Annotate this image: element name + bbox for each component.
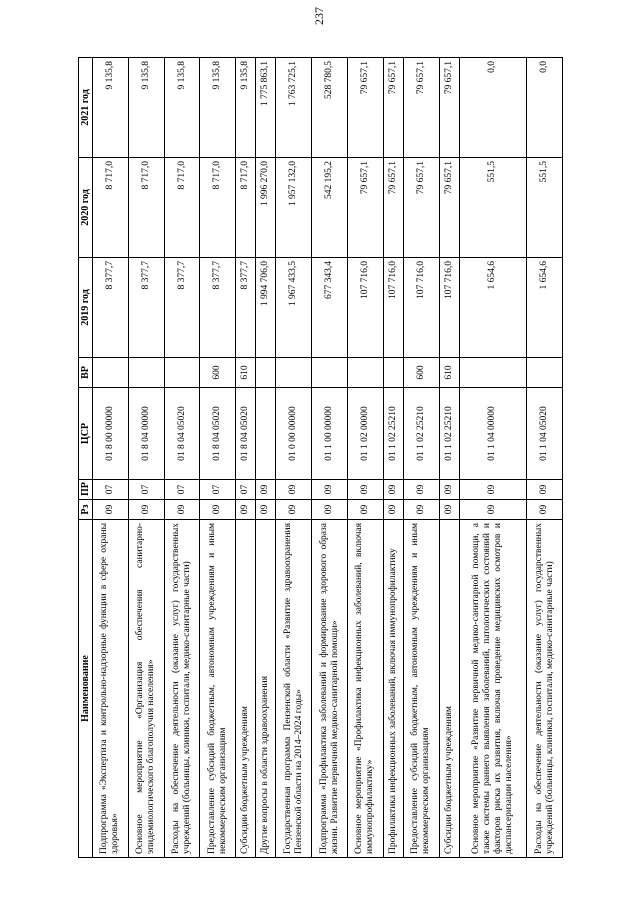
cell-vr: 600: [200, 358, 236, 388]
table-row: [347, 58, 383, 858]
cell-pr: 09: [439, 480, 459, 500]
cell-vr: [347, 358, 383, 388]
cell-2020: 551,5: [527, 158, 563, 258]
header-2021: 2021 год: [79, 58, 93, 158]
cell-rz: 09: [276, 500, 312, 520]
cell-pr: 09: [347, 480, 383, 500]
cell-csr: 01 1 02 25210: [439, 388, 459, 480]
table-row: [128, 58, 164, 858]
budget-table: [78, 57, 563, 858]
page-number: 237: [312, 7, 326, 25]
cell-2021: 9 135,8: [164, 58, 200, 158]
cell-2020: 8 717,0: [236, 158, 256, 258]
cell-2020: 79 657,1: [347, 158, 383, 258]
cell-2020: 79 657,1: [403, 158, 439, 258]
table-row: [312, 58, 348, 858]
cell-csr: 01 1 02 25210: [403, 388, 439, 480]
cell-csr: 01 8 04 05020: [200, 388, 236, 480]
cell-2020: 8 717,0: [93, 158, 129, 258]
cell-rz: 09: [383, 500, 403, 520]
cell-name: Государственная программа Пензенской области «Развитие здравоохранения Пензенской области на 2014–2024 годы»: [276, 520, 312, 858]
cell-2021: 528 780,5: [312, 58, 348, 158]
cell-2021: 79 657,1: [383, 58, 403, 158]
cell-csr: 01 1 00 00000: [312, 388, 348, 480]
cell-2021: 0,0: [459, 58, 526, 158]
cell-name: Основное мероприятие «Развитие первичной медико-санитарной помощи, а также системы раннего выявления заболеваний, патологических состояний и факторов риска их развития, включая проведение медицинских осмотров и диспансеризации населения»: [459, 520, 526, 858]
cell-2019: 1 994 706,0: [256, 258, 276, 358]
cell-vr: 600: [403, 358, 439, 388]
cell-rz: 09: [164, 500, 200, 520]
cell-name: Предоставление субсидий бюджетным, автономным учреждениям и иным некоммерческим организациям: [403, 520, 439, 858]
cell-rz: 09: [93, 500, 129, 520]
cell-2020: 8 717,0: [164, 158, 200, 258]
cell-2019: 1 654,6: [527, 258, 563, 358]
cell-2019: 8 377,7: [236, 258, 256, 358]
cell-rz: 09: [527, 500, 563, 520]
header-csr: ЦСР: [79, 388, 93, 480]
cell-csr: 01 8 04 05020: [164, 388, 200, 480]
cell-2019: 107 716,0: [403, 258, 439, 358]
cell-pr: 09: [256, 480, 276, 500]
cell-name: Расходы на обеспечение деятельности (оказание услуг) государственных учреждений (больницы, клиники, госпитали, медико-санитарные части): [164, 520, 200, 858]
cell-vr: [93, 358, 129, 388]
cell-pr: 07: [128, 480, 164, 500]
cell-rz: 09: [128, 500, 164, 520]
cell-2020: 542 195,2: [312, 158, 348, 258]
cell-vr: [164, 358, 200, 388]
cell-csr: 01 0 00 00000: [276, 388, 312, 480]
cell-2021: 9 135,8: [200, 58, 236, 158]
table-row: [200, 58, 236, 858]
cell-rz: 09: [236, 500, 256, 520]
cell-pr: 09: [459, 480, 526, 500]
table-header-row: [79, 58, 93, 858]
header-vr: ВР: [79, 358, 93, 388]
cell-2019: 677 343,4: [312, 258, 348, 358]
cell-csr: 01 1 02 00000: [347, 388, 383, 480]
cell-rz: 09: [312, 500, 348, 520]
table-row: [383, 58, 403, 858]
cell-name: Предоставление субсидий бюджетным, автономным учреждениям и иным некоммерческим организациям: [200, 520, 236, 858]
cell-2019: 8 377,7: [128, 258, 164, 358]
cell-csr: 01 1 04 00000: [459, 388, 526, 480]
cell-name: Основное мероприятие «Профилактика инфекционных заболеваний, включая иммунопрофилактику»: [347, 520, 383, 858]
table-row: [276, 58, 312, 858]
cell-vr: [276, 358, 312, 388]
cell-2019: 8 377,7: [164, 258, 200, 358]
cell-vr: [383, 358, 403, 388]
cell-pr: 09: [403, 480, 439, 500]
cell-vr: 610: [236, 358, 256, 388]
table-row: [403, 58, 439, 858]
cell-2021: 79 657,1: [347, 58, 383, 158]
cell-2021: 1 775 863,1: [256, 58, 276, 158]
cell-2020: 8 717,0: [128, 158, 164, 258]
cell-csr: 01 8 00 00000: [93, 388, 129, 480]
cell-vr: [459, 358, 526, 388]
cell-rz: 09: [439, 500, 459, 520]
cell-csr: 01 8 04 05020: [236, 388, 256, 480]
cell-pr: 09: [312, 480, 348, 500]
cell-2021: 79 657,1: [439, 58, 459, 158]
cell-pr: 07: [236, 480, 256, 500]
table-row: [93, 58, 129, 858]
cell-name: Субсидии бюджетным учреждениям: [236, 520, 256, 858]
cell-rz: 09: [256, 500, 276, 520]
table-row: [256, 58, 276, 858]
cell-2020: 1 957 132,0: [276, 158, 312, 258]
cell-pr: 07: [164, 480, 200, 500]
cell-pr: 09: [383, 480, 403, 500]
cell-csr: 01 1 04 05020: [527, 388, 563, 480]
cell-vr: [128, 358, 164, 388]
cell-2019: 107 716,0: [439, 258, 459, 358]
cell-2021: 0,0: [527, 58, 563, 158]
cell-vr: [312, 358, 348, 388]
cell-2019: 8 377,7: [93, 258, 129, 358]
cell-name: Подпрограмма «Экспертиза и контрольно-надзорные функции в сфере охраны здоровья»: [93, 520, 129, 858]
cell-rz: 09: [347, 500, 383, 520]
cell-2020: 79 657,1: [383, 158, 403, 258]
cell-2019: 107 716,0: [347, 258, 383, 358]
header-name: Наименование: [79, 520, 93, 858]
table-body: [93, 58, 563, 858]
cell-csr: [256, 388, 276, 480]
cell-2020: 8 717,0: [200, 158, 236, 258]
table-row: [439, 58, 459, 858]
cell-csr: 01 8 04 00000: [128, 388, 164, 480]
cell-2019: 8 377,7: [200, 258, 236, 358]
table-row: [236, 58, 256, 858]
cell-vr: [527, 358, 563, 388]
cell-pr: 09: [527, 480, 563, 500]
cell-vr: 610: [439, 358, 459, 388]
cell-2021: 9 135,8: [128, 58, 164, 158]
header-rz: Рз: [79, 500, 93, 520]
cell-name: Основное мероприятие «Организация обеспечения санитарно-эпидемиологического благополучия населения»: [128, 520, 164, 858]
cell-csr: 01 1 02 25210: [383, 388, 403, 480]
cell-name: Подпрограмма «Профилактика заболеваний и формирование здорового образа жизни. Развитие первичной медико-санитарной помощи»: [312, 520, 348, 858]
cell-name: Расходы на обеспечение деятельности (оказание услуг) государственных учреждений (больницы, клиники, госпитали, медико-санитарные части): [527, 520, 563, 858]
header-2020: 2020 год: [79, 158, 93, 258]
rotated-table-container: [78, 58, 563, 858]
cell-2020: 1 996 270,0: [256, 158, 276, 258]
cell-2021: 79 657,1: [403, 58, 439, 158]
cell-rz: 09: [200, 500, 236, 520]
cell-vr: [256, 358, 276, 388]
table-row: [164, 58, 200, 858]
cell-name: Профилактика инфекционных заболеваний, включая иммунопрофилактику: [383, 520, 403, 858]
cell-pr: 07: [93, 480, 129, 500]
table-row: [459, 58, 526, 858]
header-pr: ПР: [79, 480, 93, 500]
cell-name: Субсидии бюджетным учреждениям: [439, 520, 459, 858]
cell-name: Другие вопросы в области здравоохранения: [256, 520, 276, 858]
cell-2019: 107 716,0: [383, 258, 403, 358]
cell-2020: 551,5: [459, 158, 526, 258]
cell-pr: 07: [200, 480, 236, 500]
cell-2021: 9 135,8: [236, 58, 256, 158]
cell-rz: 09: [403, 500, 439, 520]
cell-pr: 09: [276, 480, 312, 500]
table-row: [527, 58, 563, 858]
cell-2020: 79 657,1: [439, 158, 459, 258]
header-2019: 2019 год: [79, 258, 93, 358]
cell-2019: 1 967 433,5: [276, 258, 312, 358]
cell-rz: 09: [459, 500, 526, 520]
cell-2019: 1 654,6: [459, 258, 526, 358]
cell-2021: 9 135,8: [93, 58, 129, 158]
cell-2021: 1 763 725,1: [276, 58, 312, 158]
